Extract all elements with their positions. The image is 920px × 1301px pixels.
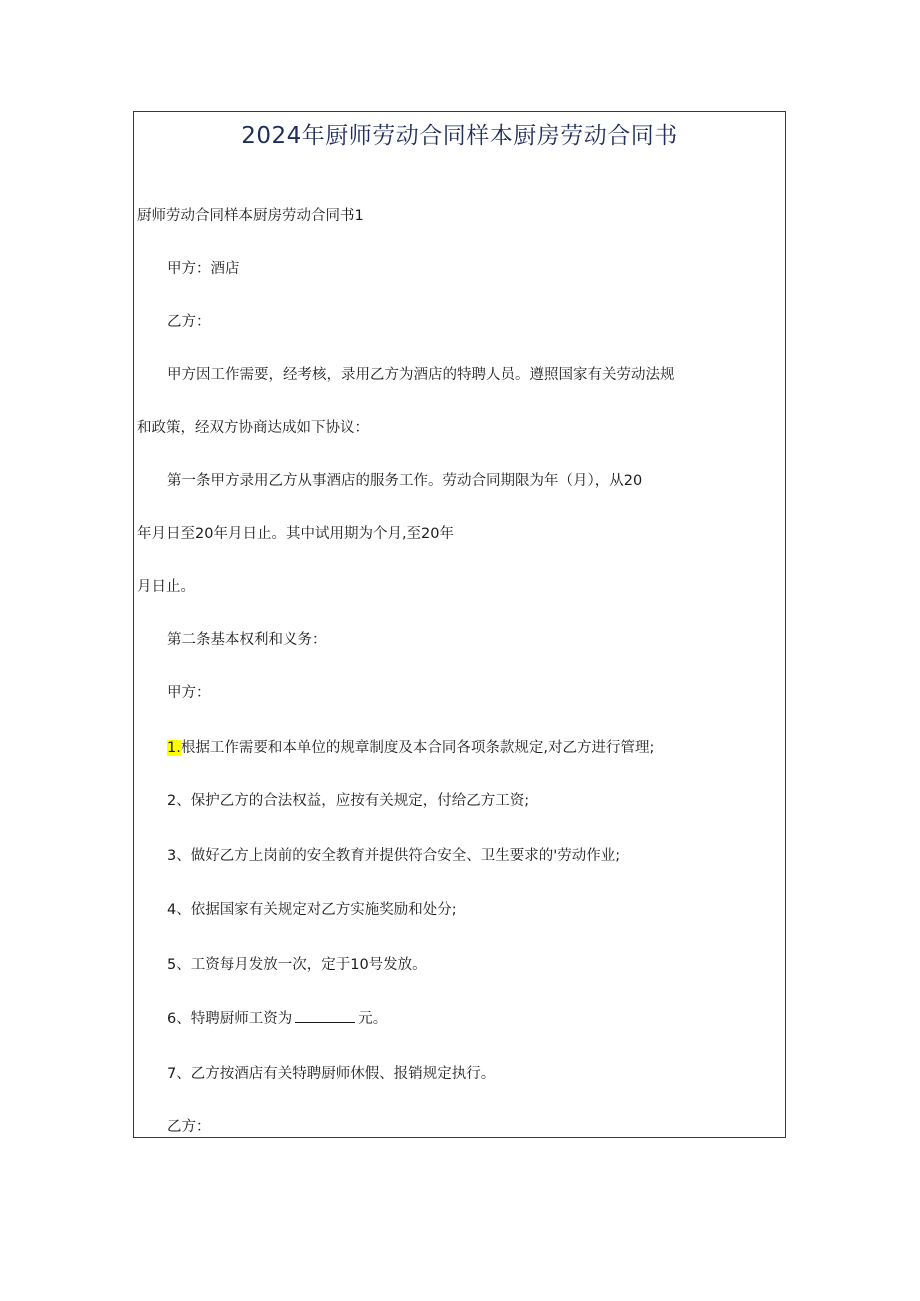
- list-item: [167, 790, 529, 812]
- list-item-text-after-blank: 元。: [358, 1011, 388, 1027]
- list-item-number: 2、: [167, 793, 191, 809]
- party-a-label: 甲方：: [167, 685, 211, 701]
- highlighted-item-number: 1.: [167, 740, 181, 756]
- list-item-text: 乙方按酒店有关特聘厨师休假、报销规定执行。: [190, 1066, 496, 1082]
- intro-paragraph-line-1: 甲方因工作需要，经考核，录用乙方为酒店的特聘人员。遵照国家有关劳动法规: [167, 367, 675, 383]
- list-item-text: 保护乙方的合法权益，应按有关规定，付给乙方工资;: [190, 793, 530, 809]
- salary-blank-line: [295, 1008, 355, 1023]
- article2-heading: 第二条基本权利和义务：: [167, 632, 327, 648]
- party-b-label: 乙方：: [167, 1119, 211, 1135]
- article1-line-3: 月日止。: [137, 579, 195, 595]
- list-item: [167, 954, 427, 976]
- list-item: [167, 737, 654, 759]
- list-item-number: 7、: [167, 1066, 191, 1082]
- list-item-text-before-blank: 特聘厨师工资为: [190, 1011, 293, 1027]
- list-item-number: 6、: [167, 1011, 191, 1027]
- list-item: [167, 1008, 387, 1030]
- list-item: [167, 845, 620, 867]
- list-item: [167, 899, 457, 921]
- list-item-number: 4、: [167, 902, 191, 918]
- article1-line-2: 年月日至20年月日止。其中试用期为个月,至20年: [137, 526, 455, 542]
- list-item-text: 根据工作需要和本单位的规章制度及本合同各项条款规定,对乙方进行管理;: [180, 740, 655, 756]
- section-heading: 厨师劳动合同样本厨房劳动合同书1: [137, 208, 364, 224]
- list-item-number: 5、: [167, 957, 191, 973]
- list-item-text: 依据国家有关规定对乙方实施奖励和处分;: [190, 902, 457, 918]
- list-item-number: 3、: [167, 848, 191, 864]
- document-title: 2024年厨师劳动合同样本厨房劳动合同书: [241, 123, 678, 149]
- list-item: [167, 1063, 495, 1085]
- intro-paragraph-line-2: 和政策，经双方协商达成如下协议：: [137, 420, 369, 436]
- party-a-line: 甲方：酒店: [167, 261, 240, 277]
- party-b-line: 乙方：: [167, 314, 211, 330]
- article1-line-1: 第一条甲方录用乙方从事酒店的服务工作。劳动合同期限为年（月），从20: [167, 473, 643, 489]
- list-item-text: 工资每月发放一次，定于10号发放。: [190, 957, 427, 973]
- list-item-text: 做好乙方上岗前的安全教育并提供符合安全、卫生要求的'劳动作业;: [190, 848, 621, 864]
